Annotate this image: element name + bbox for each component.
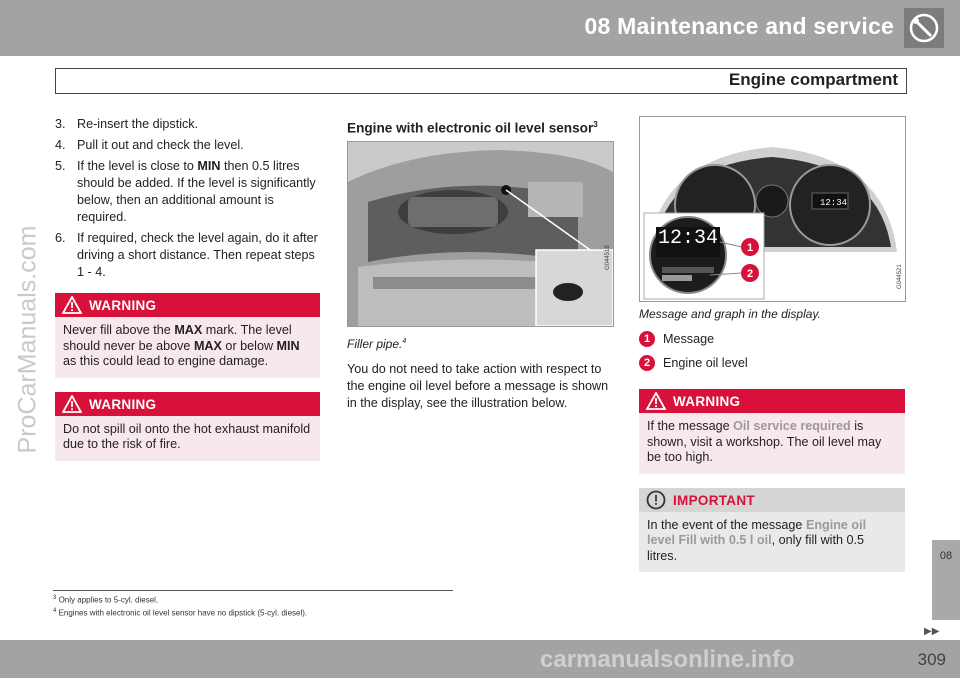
warning-header (639, 389, 905, 413)
watermark-bottom: carmanualsonline.info (540, 646, 795, 673)
important-text (639, 512, 905, 573)
text-run: Re-insert the dipstick. (77, 117, 199, 131)
important-circle-icon (646, 490, 666, 510)
footnote-number: 3 (53, 595, 57, 601)
warning-label: WARNING (89, 298, 157, 313)
text-run: mark. The level should never be above (63, 323, 292, 353)
callout-marker-1: 1 (746, 242, 754, 254)
important-box (639, 488, 905, 573)
step-number: 6. (55, 231, 66, 245)
warning-header (55, 293, 320, 317)
footnote-text: Engines with electronic oil level sensor have no dipstick (5-cyl. diesel). (56, 608, 308, 618)
warning-triangle-icon (646, 392, 666, 410)
callout-number: 2 (639, 355, 655, 371)
warning-box-2 (55, 392, 320, 461)
figure-caption: Message and graph in the display. (639, 307, 821, 321)
text-run: , only fill with 0.5 litres. (647, 533, 864, 563)
step-number: 4. (55, 138, 66, 152)
warning-text (55, 317, 320, 378)
warning-triangle-icon (62, 395, 82, 413)
wrench-icon (904, 8, 944, 48)
callout-list (639, 327, 905, 375)
warning-label: WARNING (673, 394, 741, 409)
engine-figure (347, 141, 614, 327)
warning-box-1 (55, 293, 320, 378)
body-text: You do not need to take action with respect to the engine oil level before a message is shown in the display, see the illustration below. (347, 361, 609, 410)
warning-text: Do not spill oil onto the hot exhaust manifold due to the risk of fire. (63, 421, 311, 451)
bold-term: MIN (276, 338, 300, 353)
callout-item (639, 351, 905, 375)
footer-bar (0, 640, 960, 678)
footnote-number: 4 (53, 607, 57, 614)
text-run: as this could lead to engine damage. (63, 354, 269, 368)
step-item (55, 230, 320, 281)
text-run: then 0.5 litres should be added. If the level is significantly below, then an additional amount is required. (77, 159, 316, 224)
warning-header (55, 392, 320, 416)
instrument-display-figure (639, 116, 906, 302)
warning-text (639, 413, 905, 474)
step-item (55, 137, 320, 154)
display-time-small: 12:34 (820, 198, 848, 208)
left-column (55, 116, 320, 461)
warning-box-3 (639, 389, 905, 474)
bold-term: MAX (174, 323, 203, 337)
text-run: Pull it out and check the level. (77, 138, 244, 152)
display-time: 12:34 (658, 227, 719, 250)
text-run: or below (221, 338, 277, 353)
footnote (53, 593, 453, 606)
page-number: 309 (917, 650, 946, 669)
callout-marker-2: 2 (746, 268, 754, 280)
next-page-arrows-icon: ▶▶ (924, 626, 940, 637)
text-run: If required, check the level again, do it after driving a short distance. Then repeat steps 1 - 4. (77, 231, 318, 279)
chapter-side-tab (932, 540, 960, 620)
figure-caption: Filler pipe.$^4$ (347, 336, 407, 351)
text-run: If the message (647, 419, 734, 433)
display-message: Engine oil level Fill with 0.5 l oil (647, 517, 867, 547)
warning-triangle-icon (62, 296, 82, 314)
important-label: IMPORTANT (673, 492, 755, 508)
warning-label: WARNING (89, 396, 157, 412)
chapter-title: 08 Maintenance and service (584, 13, 894, 39)
side-tab-label: 08 (939, 550, 953, 562)
step-number: 3. (55, 117, 66, 131)
section-title: Engine compartment (728, 70, 898, 89)
important-header (639, 488, 905, 512)
text-run: is shown, visit a workshop. The oil level may be too high. (647, 419, 882, 464)
callout-text: Engine oil level (663, 356, 748, 370)
section-header (55, 68, 907, 94)
step-item (55, 116, 320, 133)
bold-term: MIN (197, 159, 221, 173)
step-item (55, 158, 320, 226)
bold-term: MAX (193, 338, 222, 353)
callout-item (639, 327, 905, 351)
text-run: If the level is close to (77, 159, 198, 173)
text-run: Never fill above the (63, 323, 175, 337)
display-message: Oil service required (733, 419, 851, 433)
footnotes (53, 590, 453, 618)
watermark-left: ProCarManuals.com (13, 225, 42, 454)
figure-code: G044521 (897, 264, 903, 289)
callout-number: 1 (639, 331, 655, 347)
chapter-header-bar (0, 0, 960, 56)
footnote (53, 606, 453, 619)
text-run: In the event of the message (647, 517, 806, 532)
steps-list (55, 116, 320, 281)
callout-text: Message (663, 332, 715, 346)
middle-column (347, 116, 614, 412)
right-column (639, 116, 905, 572)
figure-code: G044518 (605, 244, 611, 270)
step-number: 5. (55, 159, 66, 173)
footnote-text: Only applies to 5-cyl. diesel. (56, 595, 159, 605)
section-heading: Engine with electronic oil level sensor$^3$ (347, 120, 598, 136)
